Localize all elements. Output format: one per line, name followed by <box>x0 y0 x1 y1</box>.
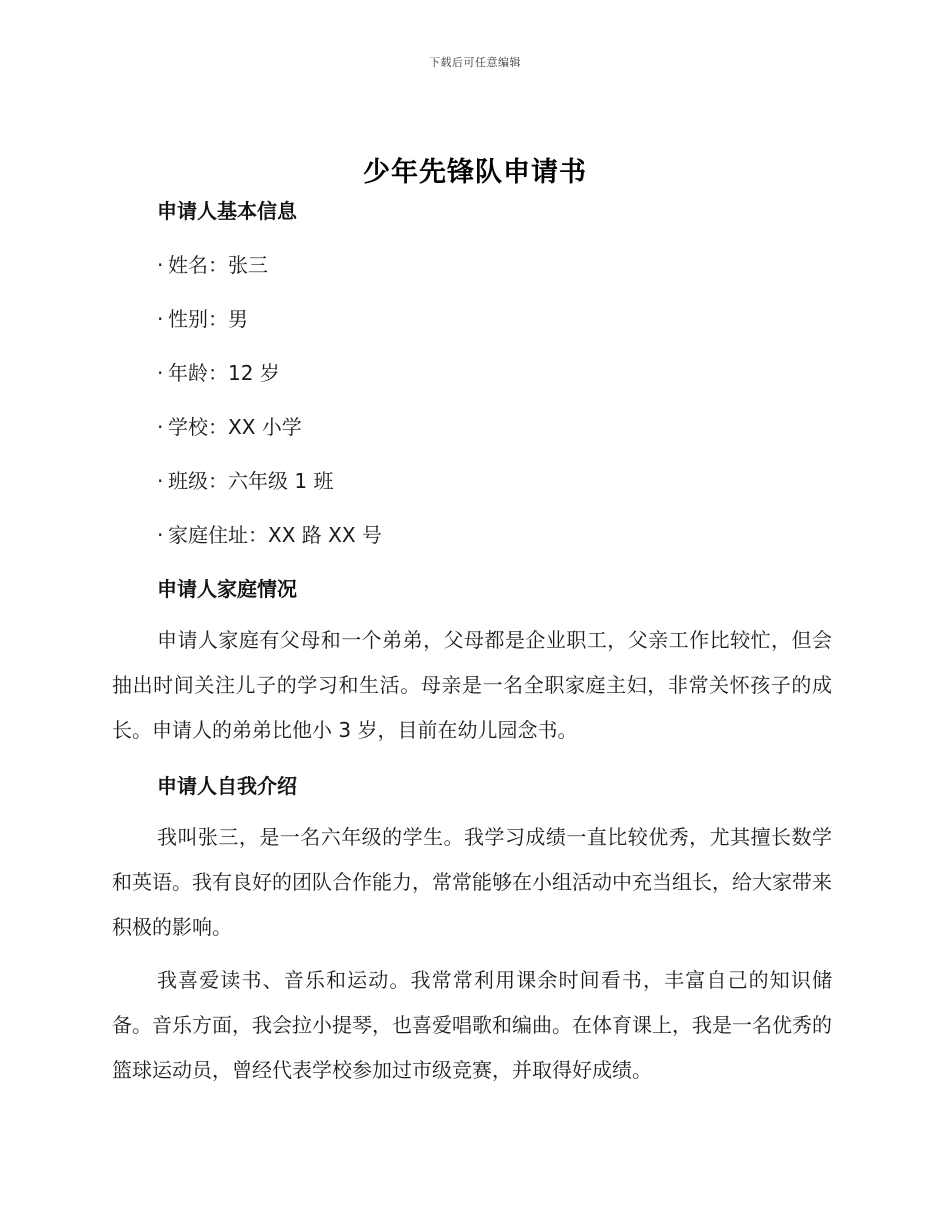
document-title: 少年先锋队申请书 <box>363 157 587 188</box>
info-item-text: 班级：六年级 1 班 <box>168 469 334 493</box>
self-intro-paragraph-2: 我喜爱读书、音乐和运动。我常常利用课余时间看书，丰富自己的知识储备。音乐方面，我会拉小提琴，也喜爱唱歌和编曲。在体育课上，我是一名优秀的篮球运动员，曾经代表学校参加过市级竞赛，并取得好成绩。 <box>112 968 832 1082</box>
info-item-school <box>157 412 832 442</box>
bullet-marker: · <box>157 415 164 439</box>
info-item-gender <box>157 304 832 334</box>
document-body <box>112 196 832 1093</box>
info-item-text: 家庭住址：XX 路 XX 号 <box>168 523 382 547</box>
header-note: 下载后可任意编辑 <box>429 56 521 69</box>
info-item-text: 姓名：张三 <box>168 253 268 277</box>
info-item-text: 性别：男 <box>168 307 248 331</box>
bullet-marker: · <box>157 523 164 547</box>
section-heading-family: 申请人家庭情况 <box>157 577 297 601</box>
info-item-class <box>157 466 832 496</box>
bullet-marker: · <box>157 361 164 385</box>
bullet-marker: · <box>157 469 164 493</box>
bullet-marker: · <box>157 307 164 331</box>
section-heading-self-intro: 申请人自我介绍 <box>157 774 297 798</box>
info-item-text: 学校：XX 小学 <box>168 415 302 439</box>
basic-info-list <box>112 250 832 550</box>
info-item-age <box>157 358 832 388</box>
bullet-marker: · <box>157 253 164 277</box>
family-paragraph: 申请人家庭有父母和一个弟弟，父母都是企业职工，父亲工作比较忙，但会抽出时间关注儿子的学习和生活。母亲是一名全职家庭主妇，非常关怀孩子的成长。申请人的弟弟比他小 3 岁，目前在幼儿园念书。 <box>112 628 832 742</box>
info-item-address <box>157 520 832 550</box>
info-item-name <box>157 250 832 280</box>
section-heading-basic-info: 申请人基本信息 <box>157 199 297 223</box>
info-item-text: 年龄：12 岁 <box>168 361 280 385</box>
self-intro-paragraph-1: 我叫张三，是一名六年级的学生。我学习成绩一直比较优秀，尤其擅长数学和英语。我有良好的团队合作能力，常常能够在小组活动中充当组长，给大家带来积极的影响。 <box>112 825 832 939</box>
